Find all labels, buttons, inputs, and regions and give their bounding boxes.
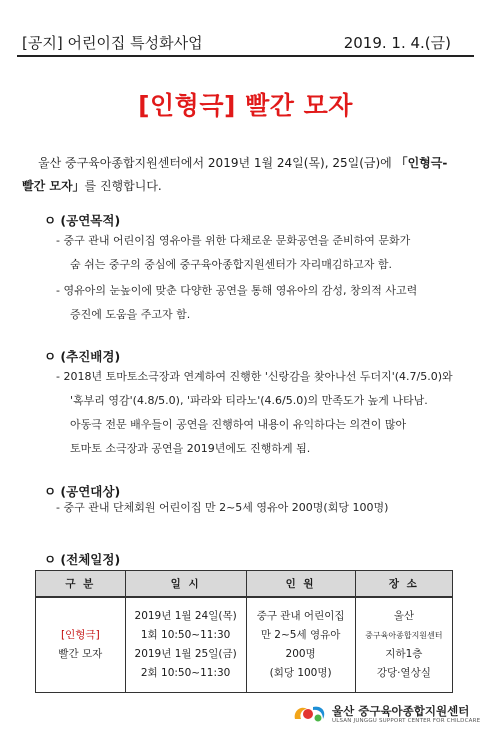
cell-line: 2019년 1월 24일(목) xyxy=(134,610,237,622)
cell-line: 빨간 모자 xyxy=(58,648,103,660)
footer-org-name: 울산 중구육아종합지원센터 xyxy=(332,704,470,718)
intro-paragraph xyxy=(22,152,461,198)
footer-org-name-en: ULSAN JUNGGU SUPPORT CENTER FOR CHILDCARE xyxy=(332,718,481,724)
col-header-people: 인 원 xyxy=(246,571,355,598)
section-heading-schedule: ㅇ (전체일정) xyxy=(44,552,121,567)
cell-people xyxy=(246,597,355,693)
intro-tail: 를 진행합니다. xyxy=(84,179,162,193)
header-divider xyxy=(17,55,474,57)
center-logo-icon xyxy=(291,701,329,725)
section-heading-target: ㅇ (공연대상) xyxy=(44,484,121,499)
cell-line: 1회 10:50~11:30 xyxy=(140,629,231,641)
col-header-category: 구 분 xyxy=(36,571,126,598)
list-line: 아동극 전문 배우들이 공연을 진행하여 내용이 유익하다는 의견이 많아 xyxy=(70,418,407,431)
list-line: - 중구 관내 단체회원 어린이집 만 2~5세 영유아 200명(회당 100명) xyxy=(56,501,389,514)
schedule-table xyxy=(35,570,453,693)
col-header-datetime: 일 시 xyxy=(125,571,246,598)
list-item xyxy=(56,229,463,277)
cell-category xyxy=(36,597,126,693)
cell-line: 중구육아종합지원센터 xyxy=(365,631,443,640)
page-title: [인형극] 빨간 모자 xyxy=(138,91,353,120)
list-item xyxy=(56,496,463,520)
cell-line: 울산 xyxy=(393,610,414,622)
col-header-place: 장 소 xyxy=(355,571,452,598)
list-line: '혹부리 영감'(4.8/5.0), '파라와 티라노'(4.6/5.0)의 만족도가 높게 나타남. xyxy=(70,394,428,407)
cell-line: 만 2~5세 영유아 xyxy=(260,629,341,641)
cell-datetime xyxy=(125,597,246,693)
cell-line: [인형극] xyxy=(61,629,100,641)
section-heading-background: ㅇ (추진배경) xyxy=(44,349,121,364)
cell-line: 2019년 1월 25일(금) xyxy=(134,648,237,660)
list-item xyxy=(56,365,463,461)
cell-line: 강당·열상실 xyxy=(376,667,431,679)
list-line: - 중구 관내 어린이집 영유아를 위한 다채로운 문화공연을 준비하여 문화가 xyxy=(56,234,411,247)
section-heading-purpose: ㅇ (공연목적) xyxy=(44,213,121,228)
header-notice-label: [공지] 어린이집 특성화사업 xyxy=(22,34,203,52)
cell-line: 중구 관내 어린이집 xyxy=(256,610,345,622)
intro-text: 울산 중구육아종합지원센터에서 2019년 1월 24일(목), 25일(금)에 xyxy=(38,156,396,170)
header-date: 2019. 1. 4.(금) xyxy=(343,34,451,52)
intro-bold: 「인형극- 빨간 모자」 xyxy=(22,156,448,193)
list-item xyxy=(56,279,463,327)
list-line: 증진에 도움을 주고자 함. xyxy=(70,308,191,321)
list-line: - 2018년 토마토소극장과 연계하여 진행한 '신랑감을 찾아나선 두더지'(4.7/5.0)와 xyxy=(56,370,453,383)
cell-line: 200명 xyxy=(285,648,316,660)
cell-place xyxy=(355,597,452,693)
cell-line: (회당 100명) xyxy=(269,667,332,679)
list-line: - 영유아의 눈높이에 맞춘 다양한 공연을 통해 영유아의 감성, 창의적 사고력 xyxy=(56,284,418,297)
list-line: 토마토 소극장과 공연을 2019년에도 진행하게 됨. xyxy=(70,442,311,455)
table-header-row xyxy=(36,571,453,598)
list-line: 숨 쉬는 중구의 중심에 중구육아종합지원센터가 자리매김하고자 함. xyxy=(70,258,393,271)
cell-line: 지하1층 xyxy=(385,648,423,660)
cell-line: 2회 10:50~11:30 xyxy=(140,667,231,679)
table-row xyxy=(36,597,453,693)
